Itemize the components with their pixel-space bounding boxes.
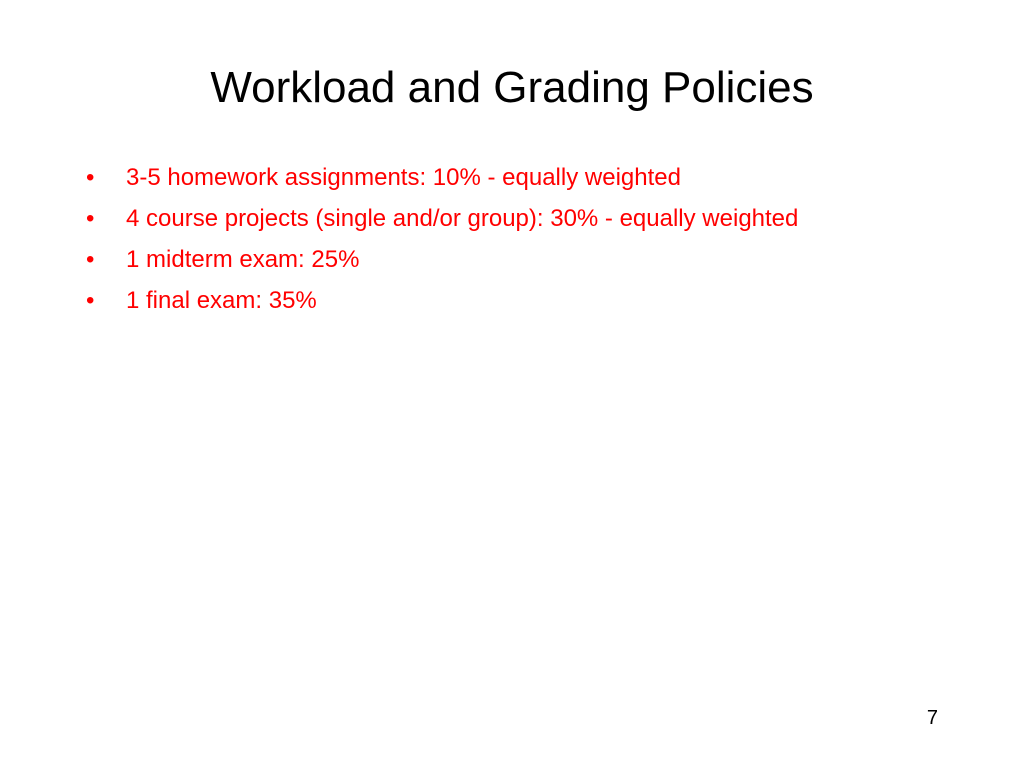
bullet-list — [80, 157, 980, 321]
bullet-item — [80, 157, 980, 198]
slide-title: Workload and Grading Policies — [210, 63, 814, 112]
bullet-item — [80, 239, 980, 280]
bullet-dot-icon: • — [86, 246, 95, 273]
bullet-item — [80, 198, 980, 239]
bullet-text: 1 final exam: 35% — [126, 287, 317, 314]
bullet-dot-icon: • — [86, 287, 95, 314]
bullet-dot-icon: • — [86, 205, 95, 232]
bullet-dot-icon: • — [86, 164, 95, 191]
bullet-text: 3-5 homework assignments: 10% - equally weighted — [126, 164, 681, 191]
bullet-item — [80, 280, 980, 321]
page-number: 7 — [926, 707, 938, 729]
bullet-text: 1 midterm exam: 25% — [126, 246, 360, 273]
bullet-text: 4 course projects (single and/or group): 30% - equally weighted — [126, 205, 799, 232]
